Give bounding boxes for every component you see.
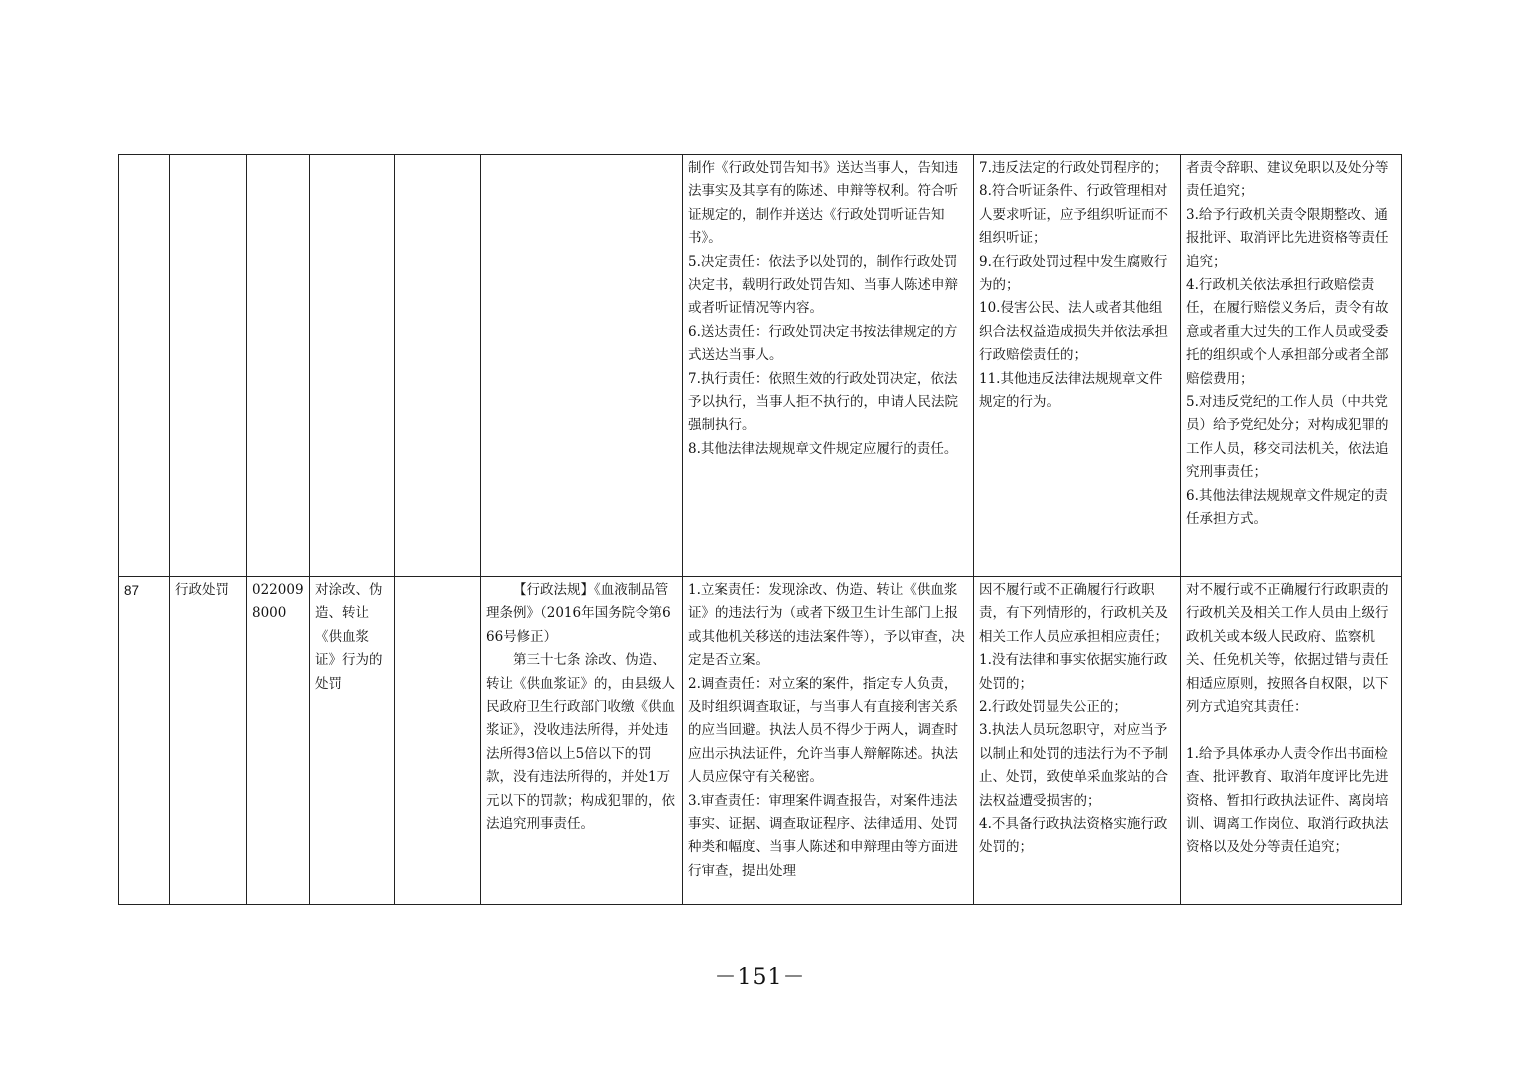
table-row xyxy=(119,577,1402,905)
cell-accountability-cases xyxy=(974,577,1181,905)
case-text: 1.没有法律和事实依据实施行政处罚的； xyxy=(979,652,1168,692)
case-text: 8.符合听证条件、行政管理相对人要求听证，应予组织听证而不组织听证； xyxy=(979,183,1168,247)
method-text: 5.对违反党纪的工作人员（中共党员）给予党纪处分；对构成犯罪的工作人员，移交司法机关，依法追究刑事责任； xyxy=(1186,394,1389,481)
method-text: 6.其他法律法规规章文件规定的责任承担方式。 xyxy=(1186,487,1388,528)
responsibility-text: 3.审查责任：审理案件调查报告，对案件违法事实、证据、调查取证程序、法律适用、处罚种类和幅度、当事人陈述和申辩理由等方面进行审查，提出处理 xyxy=(688,792,958,879)
responsibility-text: 制作《行政处罚告知书》送达当事人，告知违法事实及其享有的陈述、申辩等权利。符合听证规定的，制作并送达《行政处罚听证告知书》。 xyxy=(688,160,958,247)
cell-category: 行政处罚 xyxy=(170,577,247,905)
responsibility-text: 2.调查责任：对立案的案件，指定专人负责，及时组织调查取证，与当事人有直接利害关系的应当回避。执法人员不得少于两人，调查时应出示执法证件，允许当事人辩解陈述。执法人员应保守有关秘密。 xyxy=(688,675,958,786)
cell-number xyxy=(119,155,170,577)
method-text: 对不履行或不正确履行行政职责的行政机关及相关工作人员由上级行政机关或本级人民政府、监察机关、任免机关等，依据过错与责任相适应原则，按照各自权限，以下列方式追究其责任： xyxy=(1186,582,1389,716)
case-text: 10.侵害公民、法人或者其他组织合法权益造成损失并依法承担行政赔偿责任的； xyxy=(979,300,1168,364)
cell-item-name xyxy=(310,155,395,577)
cell-col5 xyxy=(395,577,481,905)
responsibility-text: 5.决定责任：依法予以处罚的，制作行政处罚决定书，载明行政处罚告知、当事人陈述申辩或者听证情况等内容。 xyxy=(688,253,958,317)
basis-text: 第三十七条 涂改、伪造、转让《供血浆证》的，由县级人民政府卫生行政部门收缴《供血浆证》，没收违法所得，并处违法所得3倍以上5倍以下的罚款，没有违法所得的，并处1万元以下的罚款；构成犯罪的，依法追究刑事责任。 xyxy=(486,652,675,833)
case-text: 7.违反法定的行政处罚程序的； xyxy=(979,160,1168,176)
table-row xyxy=(119,155,1402,577)
cell-basis xyxy=(481,577,683,905)
case-text: 3.执法人员玩忽职守，对应当予以制止和处罚的违法行为不予制止、处罚，致使单采血浆站的合法权益遭受损害的； xyxy=(979,722,1168,809)
cell-accountability-cases xyxy=(974,155,1181,577)
method-text: 1.给予具体承办人责令作出书面检查、批评教育、取消年度评比先进资格、暂扣行政执法证件、离岗培训、调离工作岗位、取消行政执法资格以及处分等责任追究； xyxy=(1186,745,1389,856)
method-text: 3.给予行政机关责令限期整改、通报批评、取消评比先进资格等责任追究； xyxy=(1186,206,1389,270)
cell-code xyxy=(247,155,310,577)
case-text: 4.不具备行政执法资格实施行政处罚的； xyxy=(979,816,1168,856)
case-text: 因不履行或不正确履行行政职责，有下列情形的，行政机关及相关工作人员应承担相应责任； xyxy=(979,582,1168,645)
responsibility-table xyxy=(118,154,1402,905)
cell-basis xyxy=(481,155,683,577)
responsibility-text: 1.立案责任：发现涂改、伪造、转让《供血浆证》的违法行为（或者下级卫生计生部门上报或其他机关移送的违法案件等），予以审查，决定是否立案。 xyxy=(688,582,965,669)
cell-category xyxy=(170,155,247,577)
cell-responsibilities xyxy=(683,577,974,905)
cell-accountability-methods xyxy=(1181,577,1402,905)
method-text: 者责令辞职、建议免职以及处分等责任追究； xyxy=(1186,160,1389,200)
responsibility-text: 8.其他法律法规规章文件规定应履行的责任。 xyxy=(688,440,958,457)
case-text: 2.行政处罚显失公正的； xyxy=(979,699,1127,716)
case-text: 9.在行政处罚过程中发生腐败行为的； xyxy=(979,253,1168,294)
basis-text: 【行政法规】《血液制品管理条例》（2016年国务院令第666号修正） xyxy=(486,582,671,645)
page-number: －151－ xyxy=(714,965,806,990)
method-text: 4.行政机关依法承担行政赔偿责任，在履行赔偿义务后，责令有故意或者重大过失的工作人员或受委托的组织或个人承担部分或者全部赔偿费用； xyxy=(1186,277,1389,387)
cell-accountability-methods xyxy=(1181,155,1402,577)
cell-responsibilities xyxy=(683,155,974,577)
cell-code: 0220098000 xyxy=(247,577,310,905)
cell-number: 87 xyxy=(119,577,170,905)
method-text xyxy=(1186,719,1396,742)
cell-col5 xyxy=(395,155,481,577)
cell-item-name: 对涂改、伪造、转让《供血浆证》行为的处罚 xyxy=(310,577,395,905)
responsibility-text: 7.执行责任：依照生效的行政处罚决定，依法予以执行，当事人拒不执行的，申请人民法院强制执行。 xyxy=(688,370,958,434)
case-text: 11.其他违反法律法规规章文件规定的行为。 xyxy=(979,370,1163,411)
responsibility-text: 6.送达责任：行政处罚决定书按法律规定的方式送达当事人。 xyxy=(688,323,958,364)
